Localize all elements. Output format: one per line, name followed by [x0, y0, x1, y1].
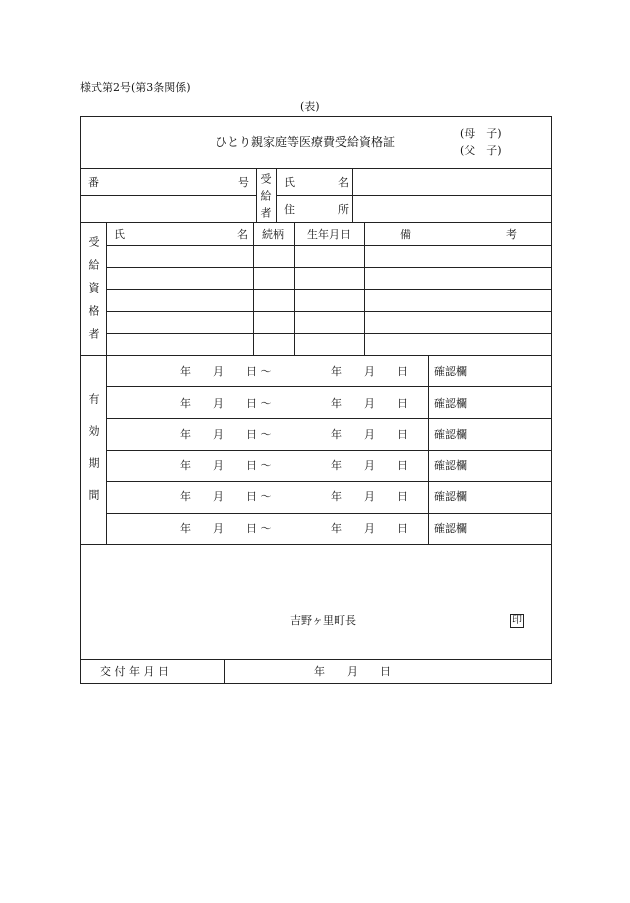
type-father: (父 子) — [460, 144, 502, 157]
divider — [106, 245, 552, 246]
divider — [364, 222, 365, 355]
eligible-group-label: 受給資格者 — [87, 236, 100, 351]
col-relation-label: 続柄 — [262, 228, 284, 241]
validity-end: 年 月 日 — [331, 522, 408, 535]
number-label-right: 号 — [238, 176, 249, 189]
divider — [106, 222, 107, 544]
certificate-form — [80, 116, 552, 684]
divider — [106, 386, 552, 387]
validity-start: 年 月 日 〜 — [180, 459, 272, 472]
issue-date-value: 年 月 日 — [314, 665, 391, 678]
col-name-label-2: 名 — [237, 228, 248, 241]
confirm-label: 確認欄 — [434, 459, 467, 472]
recipient-name-label-2: 名 — [338, 176, 349, 189]
validity-start: 年 月 日 〜 — [180, 522, 272, 535]
col-remark-label-1: 備 — [400, 228, 411, 241]
divider — [256, 168, 257, 222]
divider — [352, 168, 353, 222]
validity-end: 年 月 日 — [331, 428, 408, 441]
validity-end: 年 月 日 — [331, 397, 408, 410]
number-label-left: 番 — [88, 176, 99, 189]
type-mother: (母 子) — [460, 127, 502, 140]
recipient-address-label-1: 住 — [284, 203, 295, 216]
validity-start: 年 月 日 〜 — [180, 365, 272, 378]
form-number: 様式第2号(第3条関係) — [80, 81, 191, 94]
validity-end: 年 月 日 — [331, 459, 408, 472]
col-birth-label: 生年月日 — [307, 228, 351, 241]
validity-end: 年 月 日 — [331, 365, 408, 378]
divider — [428, 355, 429, 544]
divider — [80, 659, 552, 660]
recipient-group-label: 受給者 — [259, 173, 272, 224]
col-name-label-1: 氏 — [114, 228, 125, 241]
validity-start: 年 月 日 〜 — [180, 490, 272, 503]
divider — [276, 195, 552, 196]
validity-end: 年 月 日 — [331, 490, 408, 503]
divider — [106, 513, 552, 514]
validity-group-label: 有効期間 — [87, 393, 100, 521]
divider — [253, 222, 254, 355]
divider — [106, 481, 552, 482]
divider — [106, 450, 552, 451]
issue-date-label: 交 付 年 月 日 — [100, 665, 169, 678]
divider — [80, 544, 552, 545]
divider — [106, 267, 552, 268]
recipient-name-label-1: 氏 — [284, 176, 295, 189]
divider — [294, 222, 295, 355]
col-remark-label-2: 考 — [506, 228, 517, 241]
divider — [106, 333, 552, 334]
confirm-label: 確認欄 — [434, 365, 467, 378]
divider — [80, 355, 552, 356]
validity-start: 年 月 日 〜 — [180, 428, 272, 441]
divider — [106, 311, 552, 312]
form-side-label: (表) — [300, 100, 320, 113]
mayor-name: 吉野ヶ里町長 — [290, 614, 356, 627]
divider — [80, 222, 552, 223]
divider — [106, 418, 552, 419]
certificate-title: ひとり親家庭等医療費受給資格証 — [215, 135, 396, 149]
recipient-address-label-2: 所 — [338, 203, 349, 216]
divider — [224, 659, 225, 684]
divider — [106, 289, 552, 290]
confirm-label: 確認欄 — [434, 490, 467, 503]
divider — [80, 195, 256, 196]
confirm-label: 確認欄 — [434, 428, 467, 441]
divider — [80, 168, 552, 169]
confirm-label: 確認欄 — [434, 522, 467, 535]
confirm-label: 確認欄 — [434, 397, 467, 410]
divider — [276, 168, 277, 222]
seal-mark: 印 — [512, 615, 522, 626]
validity-start: 年 月 日 〜 — [180, 397, 272, 410]
